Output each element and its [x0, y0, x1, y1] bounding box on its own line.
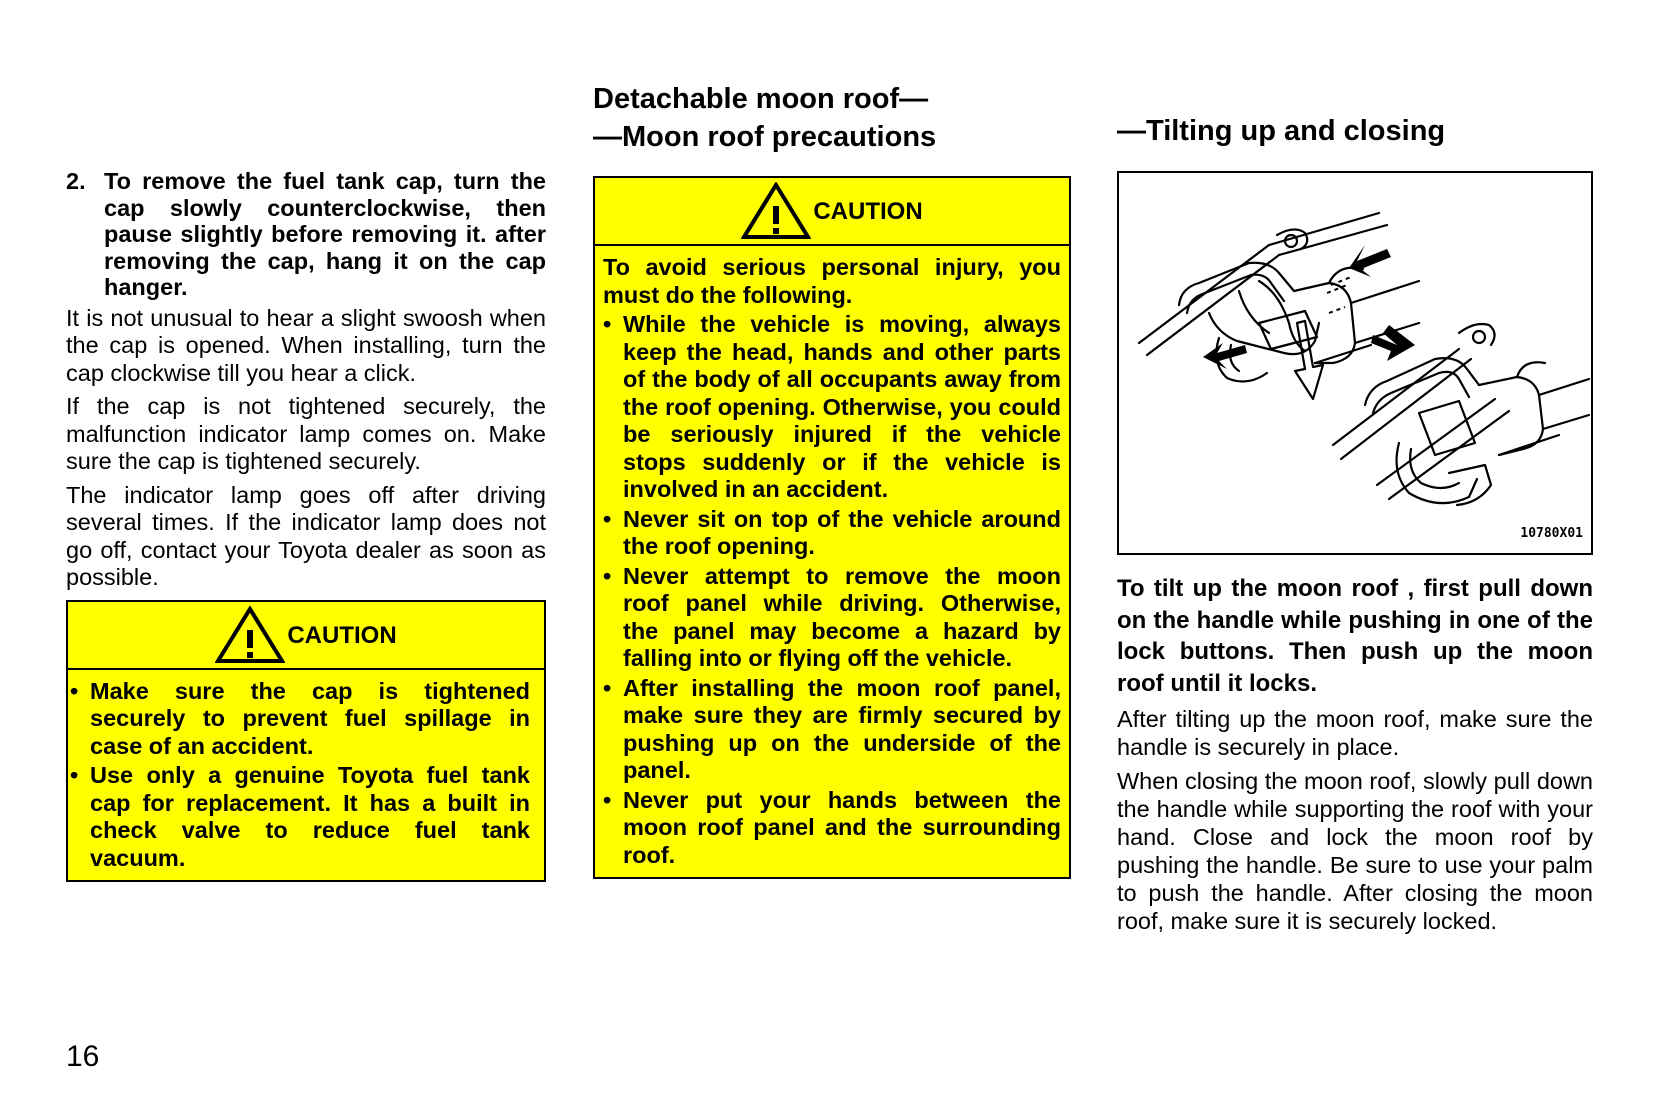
bullet-icon: • — [70, 762, 79, 788]
caution-bullet — [70, 678, 530, 761]
caution-bullet-text: Never put your hands between the moon roof panel and the surrounding roof. — [623, 786, 1061, 868]
caution-bullet-text: While the vehicle is moving, always keep the head, hands and other parts of the body of all occupants away from the roof opening. Otherwise, you could be seriously injured if the vehicle stops suddenly or if the vehicle is involved in an accident. — [623, 311, 1061, 502]
caution-bullet-text: After installing the moon roof panel, make sure they are firmly secured by pushing up on the underside of the panel. — [623, 674, 1061, 783]
instruction-paragraph: To tilt up the moon roof , first pull down on the handle while pushing in one of the lock buttons. Then push up the moon roof until it locks. — [1117, 575, 1593, 697]
bullet-icon: • — [603, 311, 612, 337]
caution-header — [68, 602, 544, 670]
warning-triangle-icon — [741, 182, 811, 240]
paragraph: It is not unusual to hear a slight swoosh when the cap is opened. When installing, turn the cap clockwise till you hear a click. — [66, 304, 546, 386]
page-number: 16 — [66, 1040, 100, 1073]
section-heading: —Tilting up and closing — [1117, 115, 1446, 147]
caution-bullet — [70, 762, 530, 872]
caution-body — [595, 246, 1069, 877]
bullet-icon: • — [603, 562, 612, 589]
warning-triangle-icon — [215, 606, 285, 664]
paragraph: The indicator lamp goes off after driving several times. If the indicator lamp does not go off, contact your Toyota dealer as soon as possible. — [66, 481, 546, 590]
bullet-icon: • — [603, 505, 612, 532]
step-text: To remove the fuel tank cap, turn the cap slowly counterclockwise, then pause slightly before removing it. after removing the cap, hang it on the cap hanger. — [104, 168, 546, 300]
caution-bullet-text: Never sit on top of the vehicle around the roof opening. — [623, 505, 1061, 559]
step-2 — [66, 168, 546, 301]
figure-code: 10780X01 — [1520, 526, 1583, 541]
right-column — [1117, 112, 1593, 941]
bullet-icon: • — [603, 786, 612, 813]
step-number: 2. — [66, 168, 86, 194]
moon-roof-caution-box — [593, 176, 1071, 879]
caution-bullet — [603, 311, 1061, 504]
caution-bullet-text: Never attempt to remove the moon roof panel while driving. Otherwise, the panel may become a hazard by falling into or flying off the vehicle. — [623, 562, 1061, 671]
bullet-icon: • — [70, 677, 79, 704]
paragraph: When closing the moon roof, slowly pull down the handle while supporting the roof with your hand. Close and lock the moon roof by pushing the handle. Be sure to use your palm to push the handle. After closing the moon roof, make sure it is securely locked. — [1117, 768, 1593, 934]
bullet-icon: • — [603, 674, 612, 701]
caution-body — [68, 670, 544, 881]
middle-column — [593, 80, 1071, 879]
moon-roof-handle-illustration — [1117, 171, 1593, 555]
caution-bullet — [603, 675, 1061, 785]
paragraph: After tilting up the moon roof, make sure the handle is securely in place. — [1117, 706, 1593, 760]
caution-bullet — [603, 787, 1061, 870]
caution-label: CAUTION — [813, 198, 923, 225]
caution-bullet — [603, 563, 1061, 673]
left-column — [66, 168, 546, 882]
caution-label: CAUTION — [287, 621, 397, 649]
caution-bullet — [603, 506, 1061, 561]
caution-header — [595, 178, 1069, 246]
caution-intro: To avoid serious personal injury, you must do the following. — [603, 254, 1061, 308]
moon-roof-handle-drawing — [1119, 173, 1595, 553]
section-heading: Detachable moon roof— — [593, 83, 929, 115]
paragraph: If the cap is not tightened securely, the malfunction indicator lamp comes on. Make sure the cap is tightened securely. — [66, 393, 546, 474]
subsection-heading: —Moon roof precautions — [593, 121, 937, 153]
fuel-cap-caution-box — [66, 600, 546, 883]
caution-bullet-text: Use only a genuine Toyota fuel tank cap for replacement. It has a built in check valve to reduce fuel tank vacuum. — [90, 762, 530, 871]
caution-bullet-text: Make sure the cap is tightened securely to prevent fuel spillage in case of an accident. — [90, 677, 530, 759]
